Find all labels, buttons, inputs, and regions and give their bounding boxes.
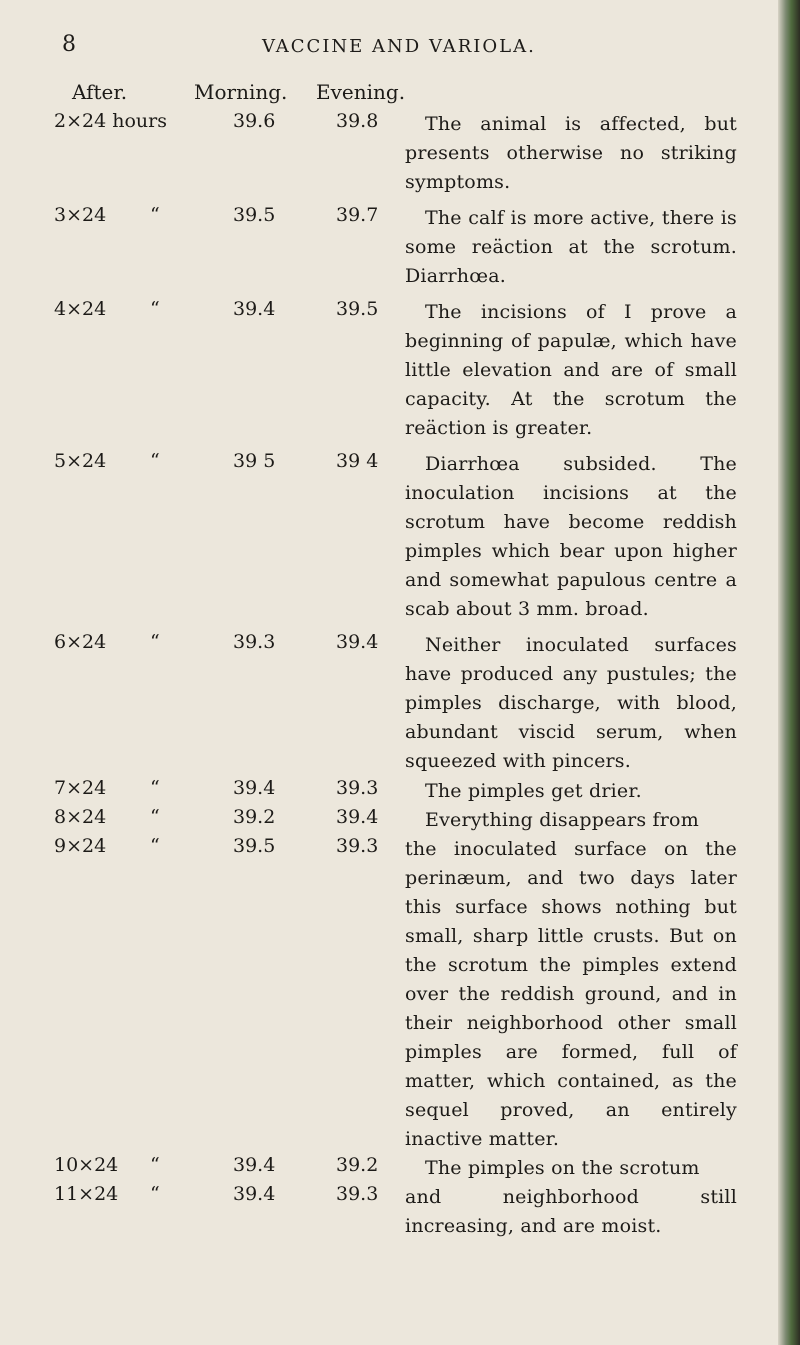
table-row (0, 1154, 780, 1183)
remark-cell: The pimples on the scrotum (425, 1157, 700, 1179)
ditto-mark: “ (150, 1183, 160, 1205)
ditto-mark: “ (150, 450, 160, 472)
table-row (0, 110, 780, 197)
evening-cell: 39.3 (336, 777, 379, 799)
after-cell: 7×24 (54, 777, 107, 799)
running-title: VACCINE AND VARIOLA. (262, 36, 536, 57)
ditto-mark: “ (150, 298, 160, 320)
column-header-morning: Morning. (194, 80, 288, 104)
evening-cell: 39.2 (336, 1154, 379, 1176)
ditto-mark: “ (150, 1154, 160, 1176)
evening-cell: 39.5 (336, 298, 379, 320)
evening-cell: 39.3 (336, 835, 379, 857)
remark-cell: The calf is more active, there is some reäction at the scrotum. Diarrhœa. (405, 207, 737, 287)
morning-cell: 39.4 (233, 298, 276, 320)
morning-cell: 39.5 (233, 835, 276, 857)
page-number: 8 (62, 32, 77, 57)
morning-cell: 39.4 (233, 1183, 276, 1205)
temperature-table (0, 110, 780, 1241)
page-edge (778, 0, 800, 1345)
after-cell: 5×24 (54, 450, 107, 472)
morning-cell: 39.2 (233, 806, 276, 828)
remark-cell: and neighborhood still increasing, and are moist. (405, 1186, 737, 1237)
morning-cell: 39.4 (233, 777, 276, 799)
remark-cell: the inoculated surface on the perinæum, and two days later this surface shows nothing but small, sharp little crusts. But on the scrotum the pimples extend over the reddish ground, and in their neighborhood other small pimples are formed, full of matter, which contained, as the sequel proved, an entirely inactive matter. (405, 838, 737, 1150)
remark-cell: The pimples get drier. (425, 780, 642, 802)
ditto-mark: “ (150, 777, 160, 799)
evening-cell: 39.4 (336, 806, 379, 828)
remark-cell: The incisions of I prove a beginning of papulæ, which have little elevation and are of small capacity. At the scrotum the reäction is greater. (405, 301, 737, 439)
after-cell: 6×24 (54, 631, 107, 653)
after-cell: 9×24 (54, 835, 107, 857)
after-cell: 8×24 (54, 806, 107, 828)
table-row (0, 631, 780, 776)
page-header (0, 32, 780, 62)
after-cell: 3×24 (54, 204, 107, 226)
after-cell: 10×24 (54, 1154, 119, 1176)
ditto-mark: “ (150, 204, 160, 226)
evening-cell: 39.3 (336, 1183, 379, 1205)
after-cell: 11×24 (54, 1183, 119, 1205)
after-cell: 2×24 hours (54, 110, 167, 132)
table-row (0, 835, 780, 1154)
morning-cell: 39.6 (233, 110, 276, 132)
table-row (0, 806, 780, 835)
table-row (0, 777, 780, 806)
evening-cell: 39 4 (336, 450, 379, 472)
evening-cell: 39.7 (336, 204, 379, 226)
evening-cell: 39.4 (336, 631, 379, 653)
remark-cell: Diarrhœa subsided. The inoculation incisions at the scrotum have become reddish pimples which bear upon higher and somewhat papulous centre a scab about 3 mm. broad. (405, 453, 737, 620)
morning-cell: 39.3 (233, 631, 276, 653)
morning-cell: 39.5 (233, 204, 276, 226)
remark-cell: Everything disappears from (425, 809, 699, 831)
remark-cell: Neither inoculated surfaces have produced any pustules; the pimples discharge, with blood, abundant viscid serum, when squeezed with pincers. (405, 634, 737, 772)
table-row (0, 298, 780, 443)
ditto-mark: “ (150, 631, 160, 653)
column-header-after: After. (72, 80, 128, 104)
morning-cell: 39 5 (233, 450, 276, 472)
after-cell: 4×24 (54, 298, 107, 320)
table-row (0, 1183, 780, 1241)
morning-cell: 39.4 (233, 1154, 276, 1176)
evening-cell: 39.8 (336, 110, 379, 132)
remark-cell: The animal is affected, but presents otherwise no striking symptoms. (405, 113, 737, 193)
ditto-mark: “ (150, 806, 160, 828)
table-row (0, 204, 780, 291)
ditto-mark: “ (150, 835, 160, 857)
table-header (0, 80, 780, 110)
column-header-evening: Evening. (316, 80, 406, 104)
table-row (0, 450, 780, 624)
